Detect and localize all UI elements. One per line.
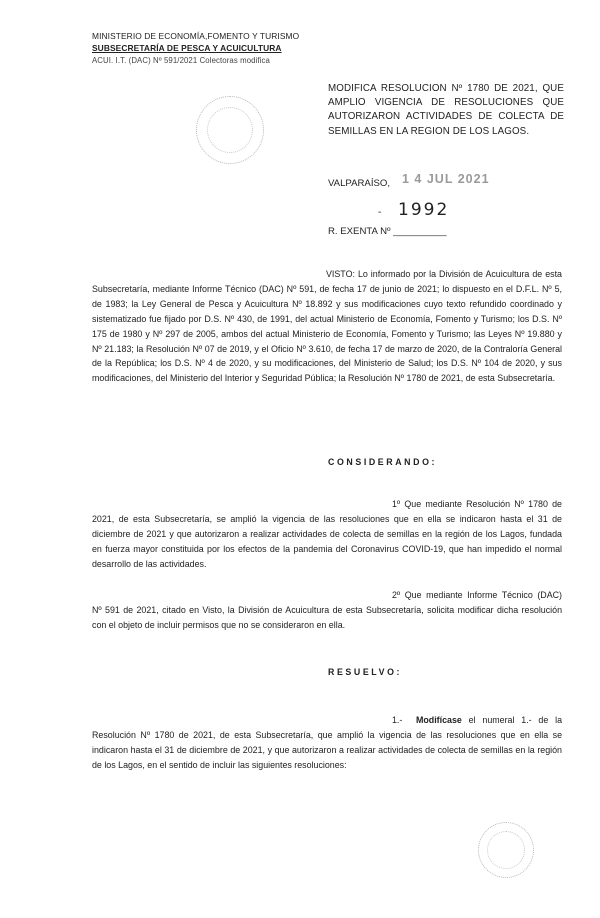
subsecretaria-name: SUBSECRETARÍA DE PESCA Y ACUICULTURA [92,43,282,53]
ministry-name: MINISTERIO DE ECONOMÍA,FOMENTO Y TURISMO [92,31,300,41]
number-dash: - [378,207,382,218]
visto-lead: VISTO: [326,269,355,279]
resuelvo-1-lead: el numeral 1.- de la Resolución [92,715,562,740]
document-reference: ACUI. I.T. (DAC) Nº 591/2021 Colectoras modifica [92,56,270,65]
resuelvo-1-text: Nº 1780 de 2021, de esta Subsecretaría, que amplió la vigencia de las resoluciones que en ella se indicaron hasta el 31 de diciembre de 2021, y que autorizaron a realizar actividades de colecta de semillas en la región de los Lagos, en el sentido de incluir las siguientes resoluciones: [92,729,562,770]
resuelvo-paragraph-1 [92,713,562,773]
resolution-title: MODIFICA RESOLUCION Nº 1780 DE 2021, QUE AMPLIO VIGENCIA DE RESOLUCIONES QUE AUTORIZARON ACTIVIDADES DE COLECTA DE SEMILLAS EN LA REGION DE LOS LAGOS. [328,83,564,137]
resolution-label [328,226,447,237]
considerando-heading: CONSIDERANDO: [328,457,438,467]
resuelvo-1-number: 1.- [392,715,403,725]
visto-text: Lo informado por la División de Acuicultura de esta Subsecretaría, mediante Informe Técnico (DAC) Nº 591, de fecha 17 de junio de 2021; lo dispuesto en el D.F.L. Nº 5, de 1983; la Ley General de Pesca y Acuicultura Nº 18.892 y sus modificaciones cuyo texto refundido coordinado y sistematizado fue fijado por D.S. Nº 430, de 1991, del actual Ministerio de Economía, Fomento y Turismo; los D.S. Nº 175 de 1980 y Nº 297 de 2005, ambos del actual Ministerio de Economía, Fomento y Turismo; las Leyes Nº 19.880 y Nº 21.183; la Resolución Nº 07 de 2019, y el Oficio Nº 3.610, de fecha 17 de marzo de 2020, de la Contraloría General de la República; los D.S. Nº 4 de 2020, y su modificaciones, del Ministerio de Salud; los D.S. Nº 104 de 2020, y sus modificaciones, del Ministerio del Interior y Seguridad Pública; la Resolución Nº 1780 de 2021, de esta Subsecretaría. [92,269,562,384]
date-stamp: 1 4 JUL 2021 [402,172,490,186]
considerando-1-lead: 1º Que mediante Resolución Nº 1780 de 2021, [92,499,562,524]
official-seal-stamp [196,96,264,164]
city: VALPARAÍSO, [328,178,391,189]
signature-seal-stamp [478,822,534,878]
considerando-paragraph-1 [92,497,562,572]
exenta-blank: __________ [393,226,447,237]
considerando-paragraph-2 [92,588,562,633]
considerando-1-text: de esta Subsecretaría, se amplió la vigencia de las resoluciones que en ella se indicaron hasta el 31 de diciembre de 2021 y que autorizaron a realizar actividades de colecta de semillas en la región de los Lagos, fundada en fuerza mayor constituida por los efectos de la pandemia del Coronavirus COVID-19, que han impedido el normal desarrollo de las actividades. [92,513,562,569]
exenta-label: R. EXENTA Nº [328,226,391,237]
resuelvo-1-verb: Modifícase [415,715,462,725]
resuelvo-heading: RESUELVO: [328,667,403,677]
considerando-2-lead: 2º Que mediante Informe Técnico (DAC) Nº [92,590,562,615]
resolution-number: 1992 [398,200,450,220]
visto-paragraph [92,267,562,386]
considerando-2-text: 591 de 2021, citado en Visto, la División de Acuicultura de esta Subsecretaría, solicita modificar dicha resolución con el objeto de incluir permisos que no se consideraron en ella. [92,604,563,630]
